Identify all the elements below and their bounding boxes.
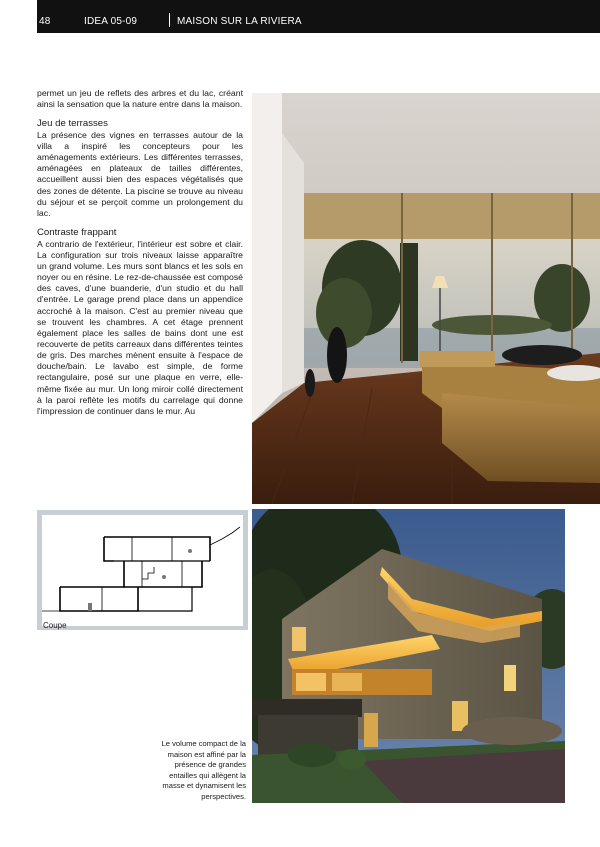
subheading-terrasses: Jeu de terrasses	[37, 118, 108, 130]
intro-paragraph: permet un jeu de reflets des arbres et du lac, créant ainsi la sensation que la nature entre dans la maison.	[37, 88, 243, 110]
exterior-photo	[252, 509, 565, 803]
subheading-contraste: Contraste frappant	[37, 227, 117, 239]
section-drawing-panel	[37, 510, 248, 630]
photo-caption: Le volume compact de la maison est affiné par la présence de grandes entailles qui allègent la masse et dynamisent les perspectives.	[161, 739, 246, 801]
paragraph-contraste: A contrario de l'extérieur, l'intérieur est sobre et clair. La configuration sur trois niveaux laisse apparaître un grand volume. Les murs sont blancs et les sols en noyer ou en résine. Le rez-de-chaussée est composé des caves, d'une buanderie, d'un studio et du hall d'entrée. Le garage prend place dans un appendice accroché à la maison. C'est au premier niveau que se trouvent les chambres. A cet étage prennent également place les salles de bains dont une est recouverte de petits carreaux dans différentes teintes de gris. Des marches mènent ensuite à l'espace de douche/bain. Le lavabo est simple, de forme rectangulaire, posé sur une plaque en verre, elle-même fixée au mur. Un long miroir collé directement à la paroi reflète les motifs du carrelage qui donne l'impression de continuer dans le mur. Au	[37, 238, 243, 416]
interior-photo	[252, 93, 600, 504]
section-title: MAISON SUR LA RIVIERA	[177, 16, 302, 27]
page-header	[37, 0, 600, 33]
page-number: 48	[39, 16, 51, 27]
issue-label: IDEA 05-09	[84, 16, 138, 27]
body-text-column	[37, 88, 243, 425]
section-label: Coupe	[43, 621, 67, 630]
header-divider	[169, 13, 170, 27]
paragraph-terrasses: La présence des vignes en terrasses autour de la villa a inspiré les concepteurs pour les aménagements extérieurs. Les différentes terrasses, aménagées en plateaux de tailles différentes, accueillent aussi bien des espaces végétalisés que des zones de détente. La piscine se trouve au niveau du séjour et se perçoit comme un prolongement du lac.	[37, 129, 243, 218]
section-drawing	[42, 515, 243, 626]
